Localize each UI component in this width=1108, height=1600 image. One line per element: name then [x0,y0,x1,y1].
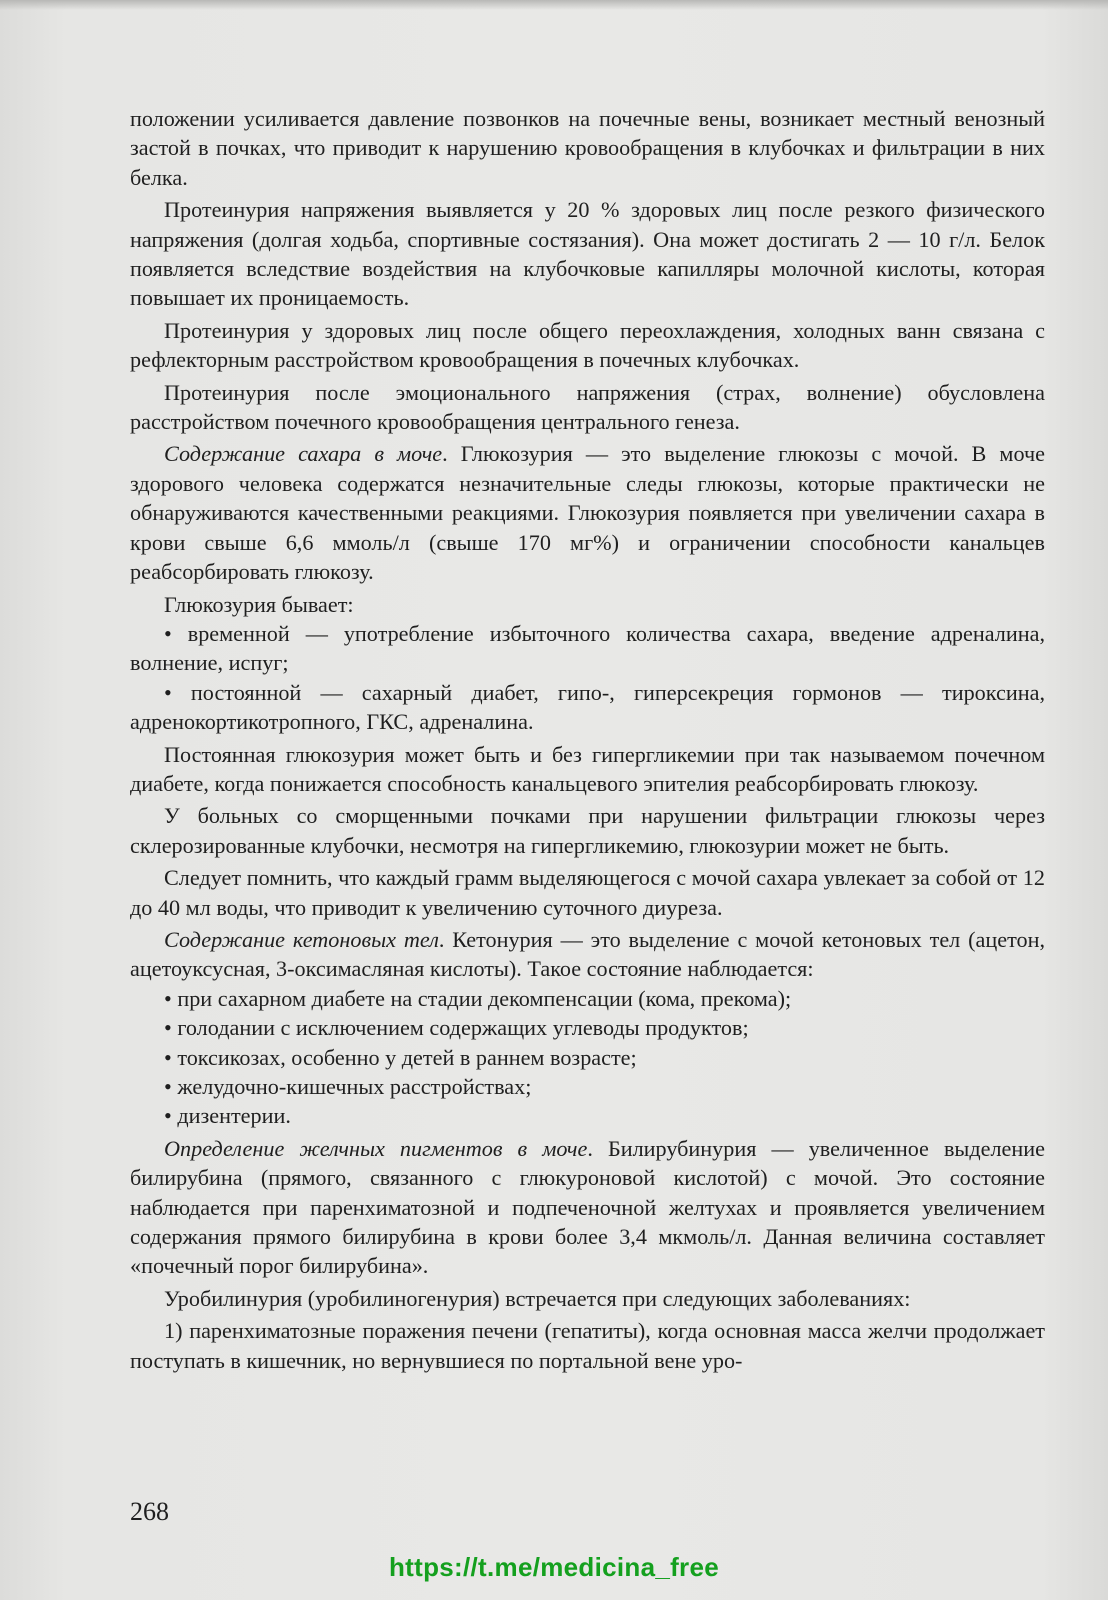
list-item [130,984,1045,1013]
list-item [130,619,1045,678]
paragraph-text: • токсикозах, особенно у детей в раннем возрасте; [164,1044,637,1070]
paragraph-text: • постоянной — сахарный диабет, гипо-, гиперсекреция гормонов — тироксина, адренокортикотропного, ГКС, адреналина. [130,679,1045,735]
paragraph-text: Протеинурия после эмоционального напряжения (страх, волнение) обусловлена расстройством почечного кровообращения центрального генеза. [130,379,1045,435]
list-item [130,678,1045,737]
paragraph [130,104,1045,192]
list-item [130,1101,1045,1130]
paragraph [130,439,1045,586]
run-in-heading: Содержание сахара в моче [164,441,443,467]
list-item [130,1013,1045,1042]
run-in-heading: Содержание кетоновых тел [164,926,439,952]
paragraph-text: . Кетонурия — это выделение с мочой кетоновых тел (ацетон, ацетоуксусная, 3-оксимасляная кислоты). Такое состояние наблюдается: [130,926,1045,982]
paragraph [130,590,1045,619]
paragraph-text: . Глюкозурия — это выделение глюкозы с мочой. В моче здорового человека содержатся незначительные следы глюкозы, которые практически не обнаруживаются качественными реакциями. Глюкозурия появляется при увеличении сахара в крови свыше 6,6 ммоль/л (свыше 170 мг%) и ограничении способности канальцев реабсорбировать глюкозу. [130,441,1045,585]
paragraph [130,925,1045,984]
paragraph-text: положении усиливается давление позвонков на почечные вены, возникает местный венозный застой в почках, что приводит к нарушению кровообращения в клубочках и фильтрации в них белка. [130,106,1045,190]
paragraph [130,195,1045,313]
page-top-shadow [0,0,1108,10]
paragraph [130,316,1045,375]
paragraph-text: У больных со сморщенными почками при нарушении фильтрации глюкозы через склерозированные клубочки, несмотря на гипергликемию, глюкозурии может не быть. [130,803,1045,858]
paragraph-text: Протеинурия у здоровых лиц после общего переохлаждения, холодных ванн связана с рефлекторным расстройством кровообращения в почечных клубочках. [130,317,1045,373]
paragraph-text: Глюкозурия бывает: [164,591,354,617]
paragraph-text: • голодании с исключением содержащих углеводы продуктов; [164,1015,749,1041]
paragraph-text: . Билирубинурия — увеличенное выделение билирубина (прямого, связанного с глюкуроновой кислотой) с мочой. Это состояние наблюдается при паренхиматозной и подпеченочной желтухах и проявляется увеличением содержания прямого билирубина в крови более 3,4 мкмоль/л. Данная величина составляет «почечный порог билирубина». [130,1135,1045,1279]
paragraph [130,1284,1045,1313]
page-number: 268 [130,1497,169,1526]
body-text [130,104,1045,1375]
paragraph [130,801,1045,860]
paragraph-text: Постоянная глюкозурия может быть и без гипергликемии при так называемом почечном диабете, когда понижается способность канальцевого эпителия реабсорбировать глюкозу. [130,741,1045,796]
paragraph-text: Протеинурия напряжения выявляется у 20 % здоровых лиц после резкого физического напряжения (долгая ходьба, спортивные состязания). Она может достигать 2 — 10 г/л. Белок появляется вследствие воздействия на клубочковые капилляры молочной кислоты, которая повышает их проницаемость. [130,197,1045,311]
list-item [130,1043,1045,1072]
paragraph-text: Уробилинурия (уробилиногенурия) встречается при следующих заболеваниях: [164,1285,911,1311]
paragraph [130,740,1045,799]
paragraph [130,1134,1045,1281]
list-item [130,1072,1045,1101]
telegram-link[interactable]: https://t.me/medicina_free [389,1552,719,1582]
paragraph [130,863,1045,922]
paragraph [130,1316,1045,1375]
paragraph-text: Следует помнить, что каждый грамм выделяющегося с мочой сахара увлекает за собой от 12 до 40 мл воды, что приводит к увеличению суточного диуреза. [130,865,1045,920]
paragraph-text: 1) паренхиматозные поражения печени (гепатиты), когда основная масса желчи продолжает поступать в кишечник, но вернувшиеся по портальной вене уро- [130,1318,1045,1373]
paragraph-text: • при сахарном диабете на стадии декомпенсации (кома, прекома); [164,985,792,1011]
run-in-heading: Определение желчных пигментов в моче [164,1135,588,1161]
paragraph-text: • временной — употребление избыточного количества сахара, введение адреналина, волнение, испуг; [130,620,1045,676]
paragraph [130,378,1045,437]
paragraph-text: • дизентерии. [164,1103,291,1129]
paragraph-text: • желудочно-кишечных расстройствах; [164,1074,532,1099]
